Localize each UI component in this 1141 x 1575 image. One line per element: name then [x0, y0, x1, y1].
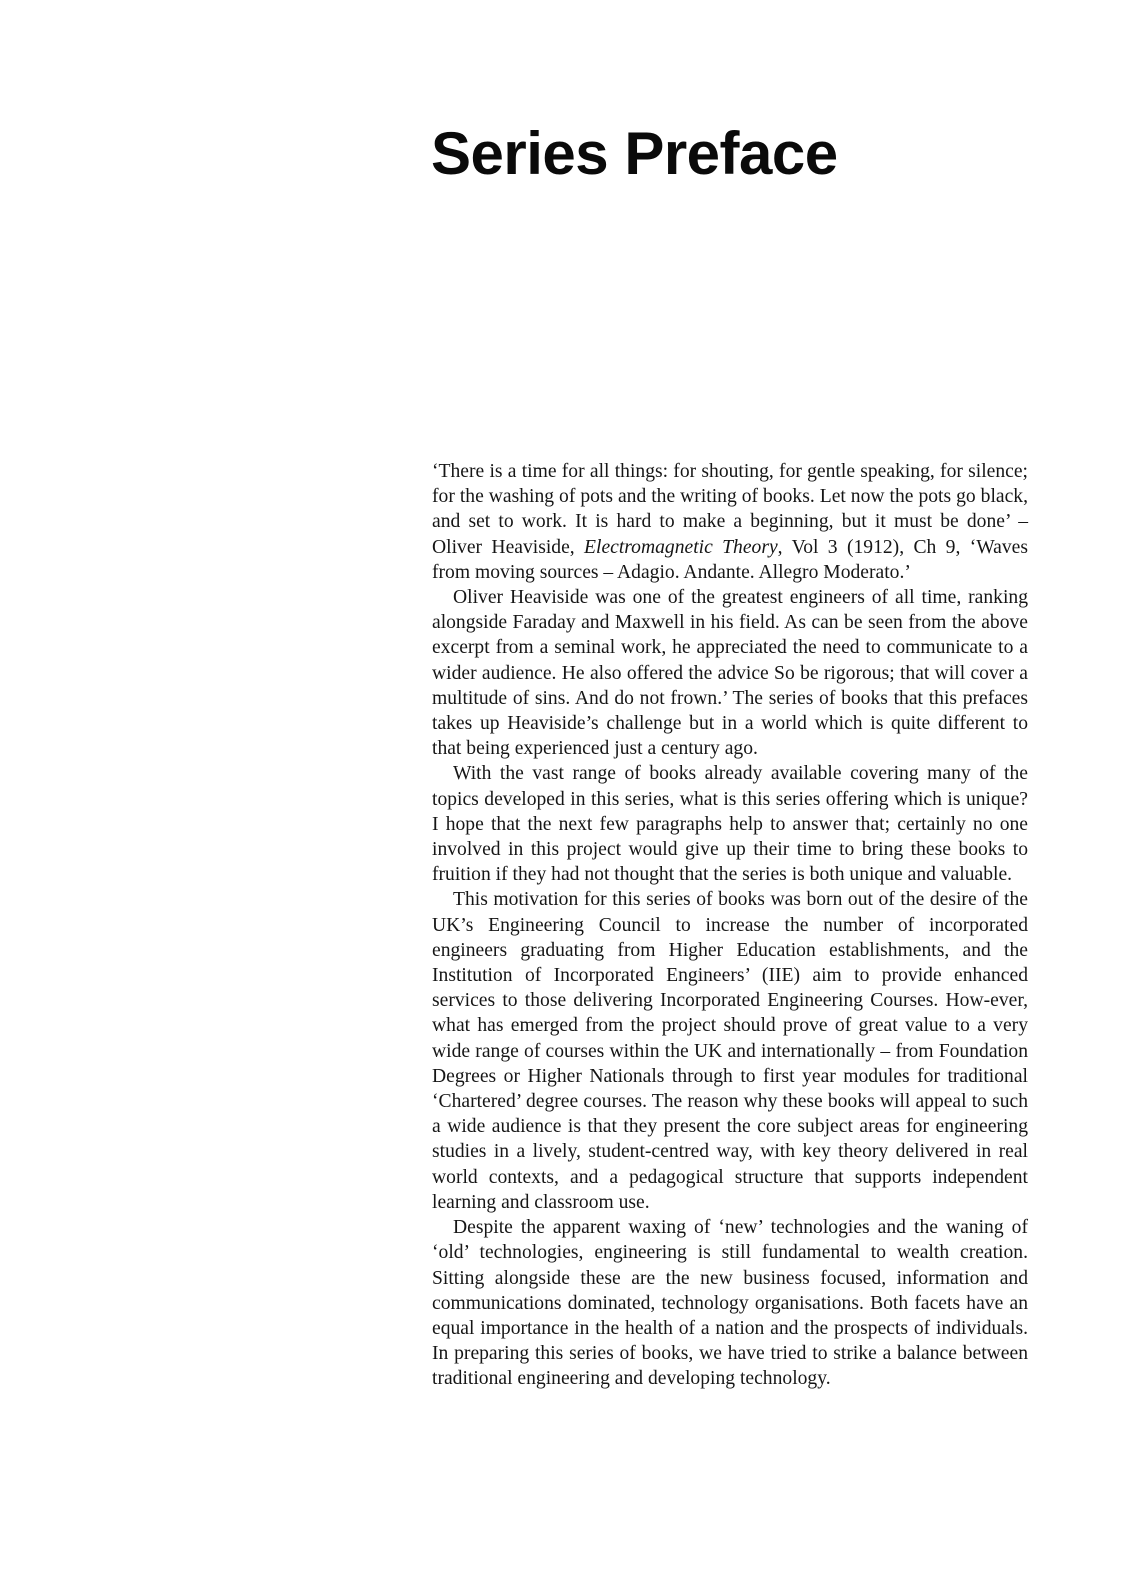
- page-title: Series Preface: [431, 120, 838, 187]
- paragraph-heaviside: Oliver Heaviside was one of the greatest engineers of all time, ranking alongside Faraday and Maxwell in his field. As can be seen from the above excerpt from a seminal work, he appreciated the need to communicate to a wider audience. He also offered the advice So be rigorous; that will cover a multitude of sins. And do not frown.’ The series of books that this prefaces takes up Heaviside’s challenge but in a world which is quite different to that being experienced just a century ago.: [432, 587, 1028, 760]
- quote-citation: , Vol 3 (1912), Ch 9, ‘Waves from moving sources – Adagio. Andante. Allegro Moderato.’: [432, 536, 1028, 583]
- paragraph-unique: With the vast range of books already available covering many of the topics developed in this series, what is this series offering which is unique? I hope that the next few paragraphs help to answer that; certainly no one involved in this project would give up their time to bring these books to fruition if they had not thought that the series is both unique and valuable.: [432, 763, 1028, 886]
- book-title: Electromagnetic Theory: [584, 536, 778, 558]
- preface-body: [432, 459, 1028, 1392]
- paragraph-motivation: This motivation for this series of books was born out of the desire of the UK’s Engineering Council to increase the number of incorporated engineers graduating from Higher Education establishments, and the Institution of Incorporated Engineers’ (IIE) aim to provide enhanced services to those delivering Incorporated Engineering Courses. How-ever, what has emerged from the project should prove of great value to a very wide range of courses within the UK and internationally – from Foundation Degrees or Higher Nationals through to first year modules for traditional ‘Chartered’ degree courses. The reason why these books will appeal to such a wide audience is that they present the core subject areas for engineering studies in a lively, student-centred way, with key theory delivered in real world contexts, and a pedagogical structure that supports independent learning and classroom use.: [432, 889, 1028, 1213]
- quote-text: ‘There is a time for all things: for shouting, for gentle speaking, for silence; for the washing of pots and the writing of books. Let now the pots go black, and set to work. It is hard to make a beginning, but it must be done’ – Oliver Heaviside,: [432, 461, 1028, 558]
- paragraph-quote: [432, 459, 1028, 585]
- paragraph-technologies: Despite the apparent waxing of ‘new’ technologies and the waning of ‘old’ technologies, engineering is still fundamental to wealth creation. Sitting alongside these are the new business focused, information and communications dominated, technology organisations. Both facets have an equal importance in the health of a nation and the prospects of individuals. In preparing this series of books, we have tried to strike a balance between traditional engineering and developing technology.: [432, 1217, 1028, 1390]
